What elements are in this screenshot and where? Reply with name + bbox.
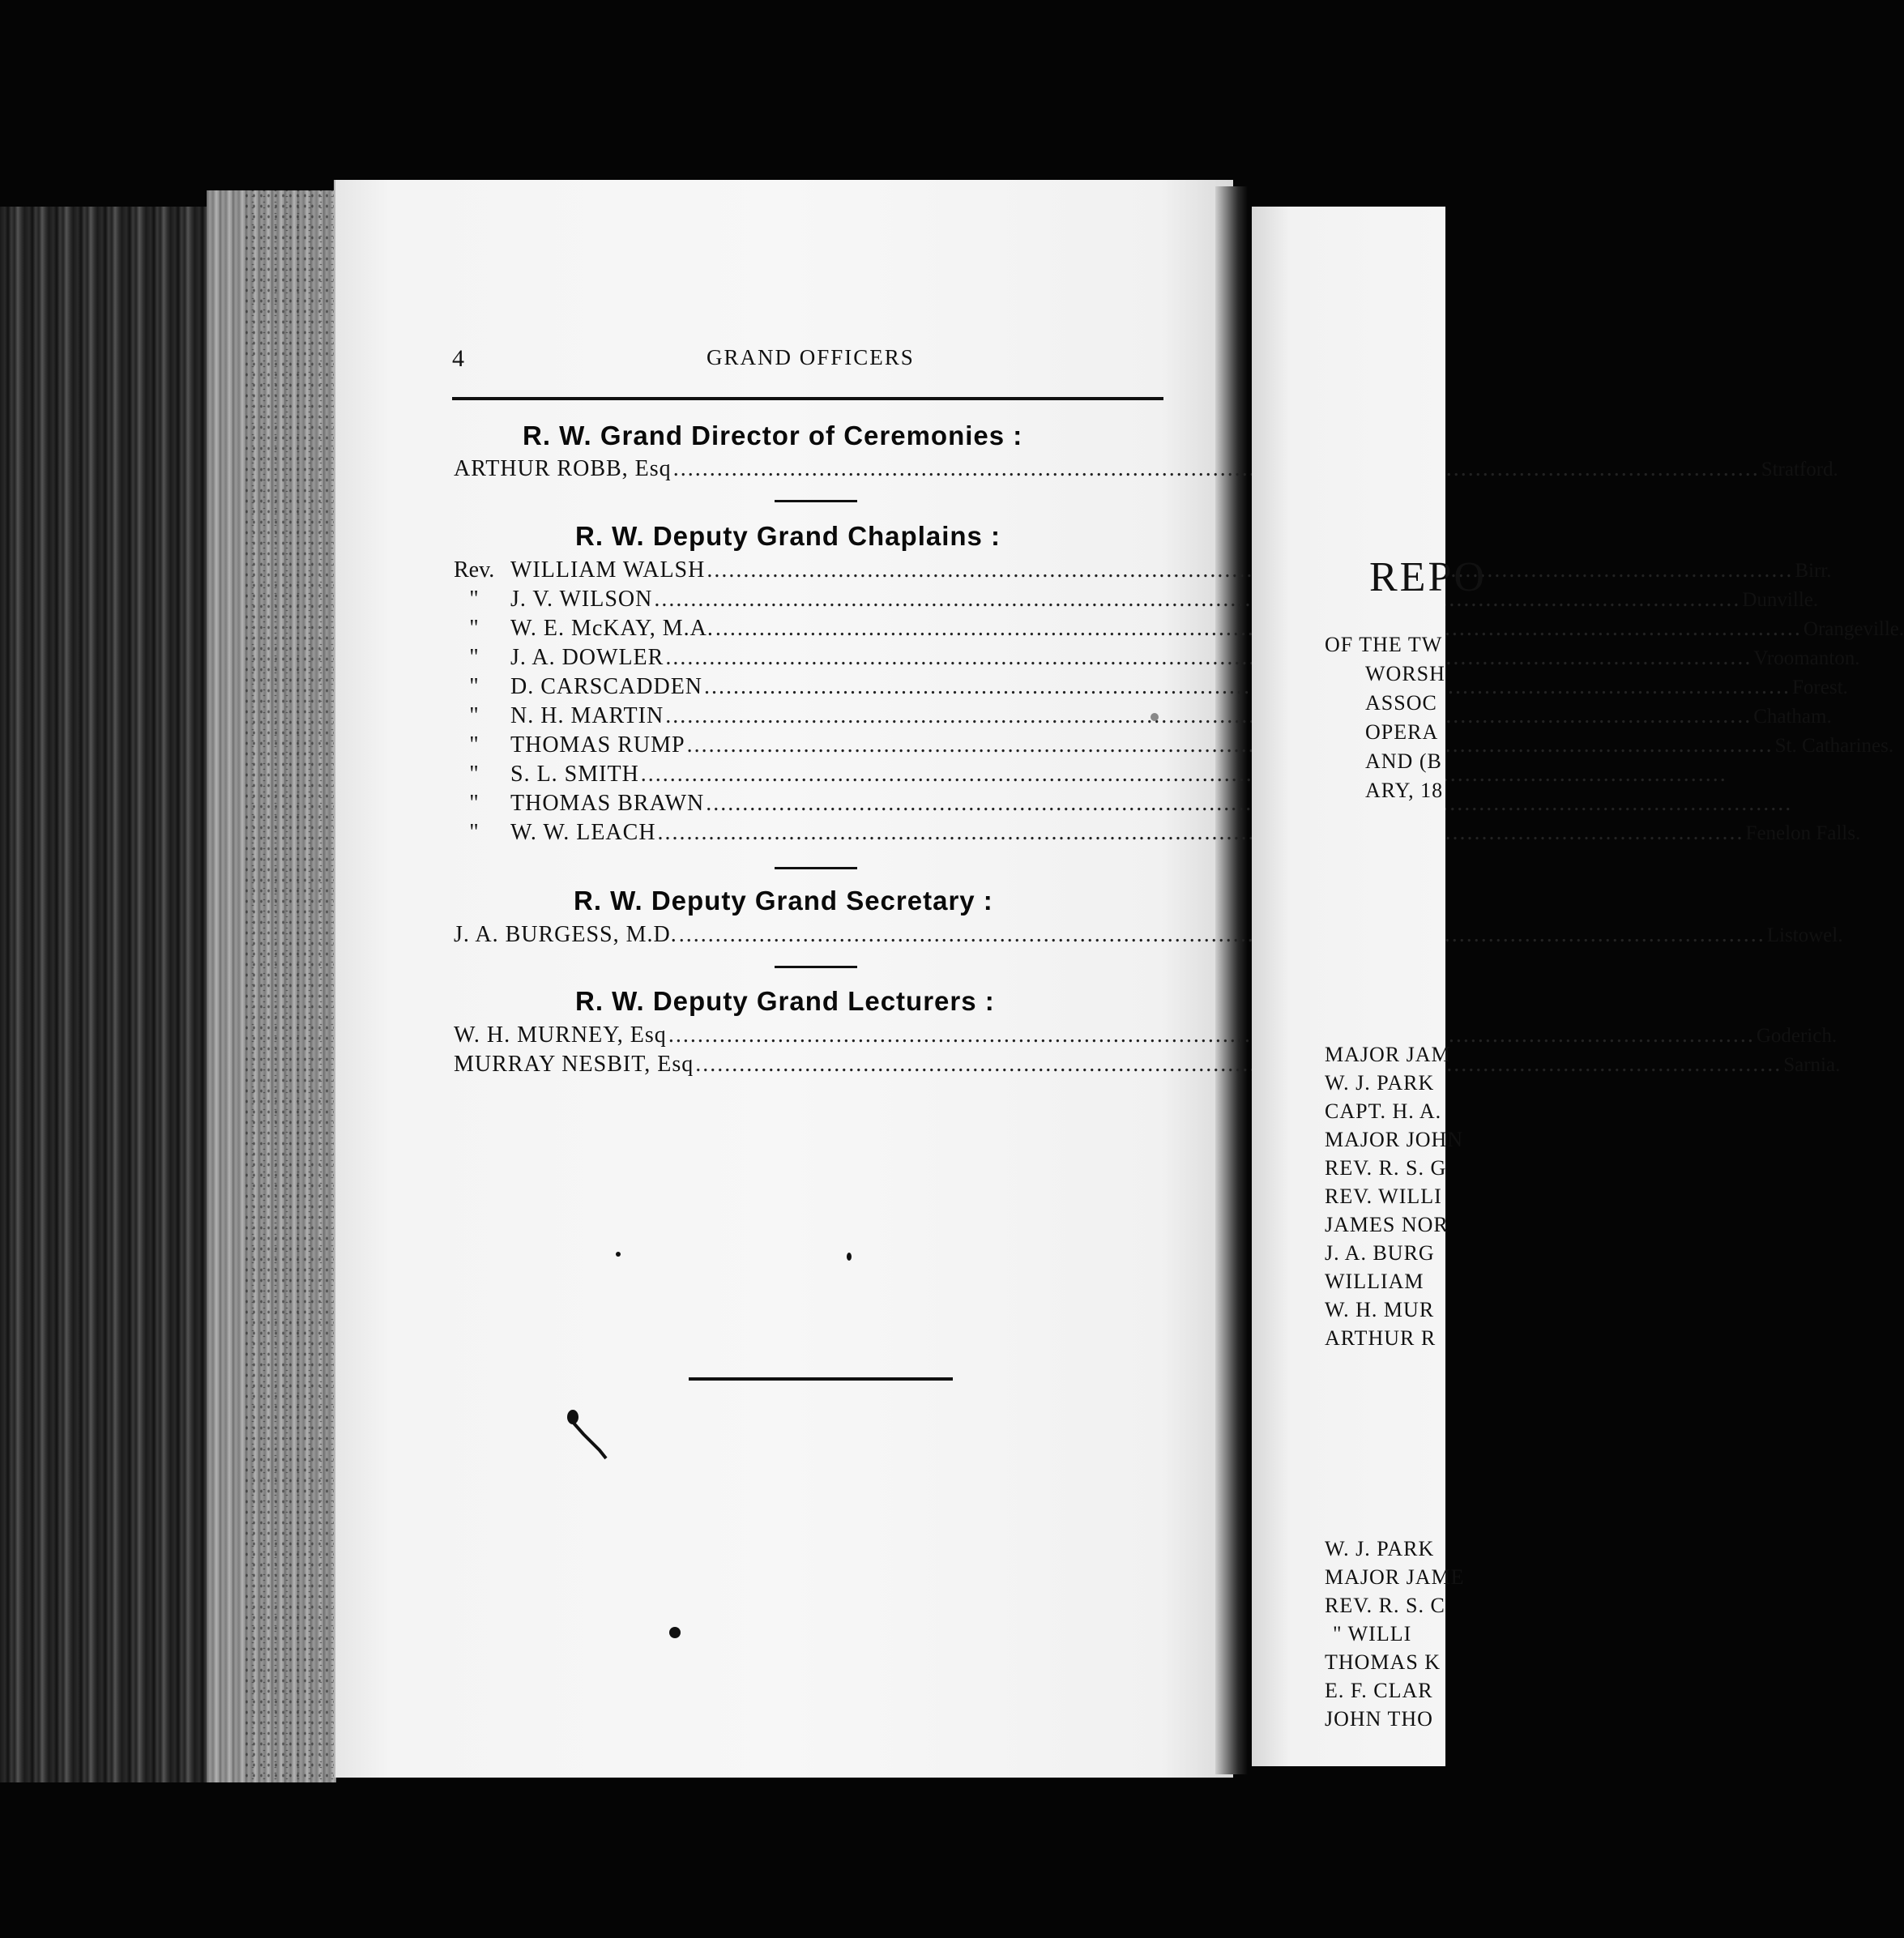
ink-speck xyxy=(616,1252,621,1257)
entry-place: Forest. xyxy=(1792,677,1848,698)
leader-dots xyxy=(706,791,1792,817)
entry-row xyxy=(454,791,1021,820)
leader-dots xyxy=(665,703,1752,729)
right-list-a-item: W. H. MUR xyxy=(1325,1298,1435,1321)
leader-dots xyxy=(695,1052,1782,1078)
entry-name: ARTHUR ROBB, Esq xyxy=(454,456,672,481)
right-intro-line: OF THE TW xyxy=(1325,633,1443,656)
right-list-b-item: " WILLI xyxy=(1333,1622,1412,1646)
right-list-b-item: MAJOR JAME xyxy=(1325,1565,1465,1589)
book-gutter xyxy=(1215,186,1248,1774)
entry-name: W. H. MURNEY, Esq xyxy=(454,1022,667,1048)
entry-place: Fenelon Falls. xyxy=(1745,822,1861,844)
entry-name: THOMAS BRAWN xyxy=(510,791,705,816)
ditto-mark: " xyxy=(469,820,479,845)
entry-row xyxy=(454,762,1021,791)
right-intro-line: ASSOC xyxy=(1365,691,1437,715)
entry-prefix: Rev. xyxy=(454,557,495,583)
entry-place: Vroomanton. xyxy=(1753,647,1860,669)
ditto-mark: " xyxy=(469,762,479,787)
entry-name: S. L. SMITH xyxy=(510,762,639,787)
entry-place: St. Catharines. xyxy=(1774,735,1894,757)
ink-mark xyxy=(567,1414,616,1462)
head-rule xyxy=(452,397,1163,400)
leader-dots xyxy=(654,587,1740,613)
entry-place: Birr. xyxy=(1795,560,1832,582)
entry-row xyxy=(454,587,1819,616)
right-list-a-item: J. A. BURG xyxy=(1325,1241,1435,1265)
leader-dots xyxy=(668,1022,1755,1048)
leader-dots xyxy=(665,645,1752,671)
right-list-a-item: JAMES NOR xyxy=(1325,1213,1449,1236)
right-list-a-item: MAJOR JOHN xyxy=(1325,1128,1464,1151)
ditto-mark: " xyxy=(469,732,479,758)
entry-row xyxy=(454,1022,1838,1052)
ditto-mark: " xyxy=(469,674,479,699)
section-heading-deputy-grand-secretary: R. W. Deputy Grand Secretary : xyxy=(574,886,993,916)
entry-name: MURRAY NESBIT, Esq xyxy=(454,1052,694,1077)
entry-place: Stratford. xyxy=(1761,459,1838,480)
ink-speck xyxy=(847,1253,852,1261)
entry-row xyxy=(454,820,1861,849)
leader-dots xyxy=(679,922,1765,948)
right-list-a-item: REV. WILLI xyxy=(1325,1185,1442,1208)
leader-dots xyxy=(658,820,1744,846)
leader-dots xyxy=(704,674,1791,700)
right-page-title: REPO xyxy=(1369,554,1487,600)
entry-row xyxy=(454,922,1843,951)
right-page xyxy=(1252,207,1487,1766)
ink-speck xyxy=(1151,713,1159,721)
leader-dots xyxy=(673,456,1760,482)
entry-place: Goderich. xyxy=(1756,1025,1838,1047)
section-heading-deputy-grand-chaplains: R. W. Deputy Grand Chaplains : xyxy=(575,521,1001,551)
right-list-a-item: REV. R. S. G xyxy=(1325,1156,1447,1180)
right-list-a-item: CAPT. H. A. xyxy=(1325,1099,1442,1123)
right-intro-line: OPERA xyxy=(1365,720,1439,744)
section-heading-deputy-grand-lecturers: R. W. Deputy Grand Lecturers : xyxy=(575,986,995,1016)
right-list-b-item: E. F. CLAR xyxy=(1325,1679,1433,1702)
right-list-a-item: WILLIAM xyxy=(1325,1270,1424,1293)
entry-name: J. A. BURGESS, M.D. xyxy=(454,922,677,947)
page-number: 4 xyxy=(452,345,465,372)
entry-place: Dunville. xyxy=(1742,589,1819,611)
ditto-mark: " xyxy=(469,587,479,612)
section-divider xyxy=(775,867,857,869)
right-list-b-item: REV. R. S. C xyxy=(1325,1594,1445,1617)
entry-name: J. V. WILSON xyxy=(510,587,653,612)
right-intro-line: ARY, 18 xyxy=(1365,779,1444,802)
running-head: GRAND OFFICERS xyxy=(707,345,915,369)
entry-place: Orangeville. xyxy=(1803,618,1904,640)
right-list-a-item: MAJOR JAM xyxy=(1325,1043,1451,1066)
entry-row xyxy=(454,456,1838,485)
page-edge-speckle xyxy=(243,190,336,1782)
right-intro-line: AND (B xyxy=(1365,749,1442,773)
leader-dots xyxy=(687,732,1774,758)
section-heading-director-of-ceremonies: R. W. Grand Director of Ceremonies : xyxy=(523,420,1023,450)
left-page xyxy=(334,180,1233,1778)
leader-dots xyxy=(641,762,1727,788)
entry-name: N. H. MARTIN xyxy=(510,703,664,728)
right-list-a-item: ARTHUR R xyxy=(1325,1326,1437,1350)
closing-rule xyxy=(689,1377,953,1381)
entry-name: WILLIAM WALSH xyxy=(510,557,706,583)
entry-place: Sarnia. xyxy=(1783,1054,1841,1076)
ink-speck xyxy=(669,1627,681,1638)
entry-name: W. W. LEACH xyxy=(510,820,656,845)
ditto-mark: " xyxy=(469,616,479,641)
right-list-b-item: THOMAS K xyxy=(1325,1650,1441,1674)
entry-name: J. A. DOWLER xyxy=(510,645,664,670)
entry-name: THOMAS RUMP xyxy=(510,732,685,758)
section-divider xyxy=(775,966,857,968)
leader-dots xyxy=(707,557,1793,583)
entry-name: D. CARSCADDEN xyxy=(510,674,703,699)
right-list-a-item: W. J. PARK xyxy=(1325,1071,1435,1095)
entry-place: Chatham. xyxy=(1753,706,1832,728)
ditto-mark: " xyxy=(469,791,479,816)
right-list-b-item: JOHN THO xyxy=(1325,1707,1433,1731)
ditto-mark: " xyxy=(469,703,479,728)
ditto-mark: " xyxy=(469,645,479,670)
entry-place: Listowel. xyxy=(1766,924,1843,946)
section-divider xyxy=(775,500,857,502)
right-intro-line: WORSH xyxy=(1365,662,1445,685)
right-list-b-item: W. J. PARK xyxy=(1325,1537,1435,1560)
entry-name: W. E. McKAY, M.A. xyxy=(510,616,714,641)
